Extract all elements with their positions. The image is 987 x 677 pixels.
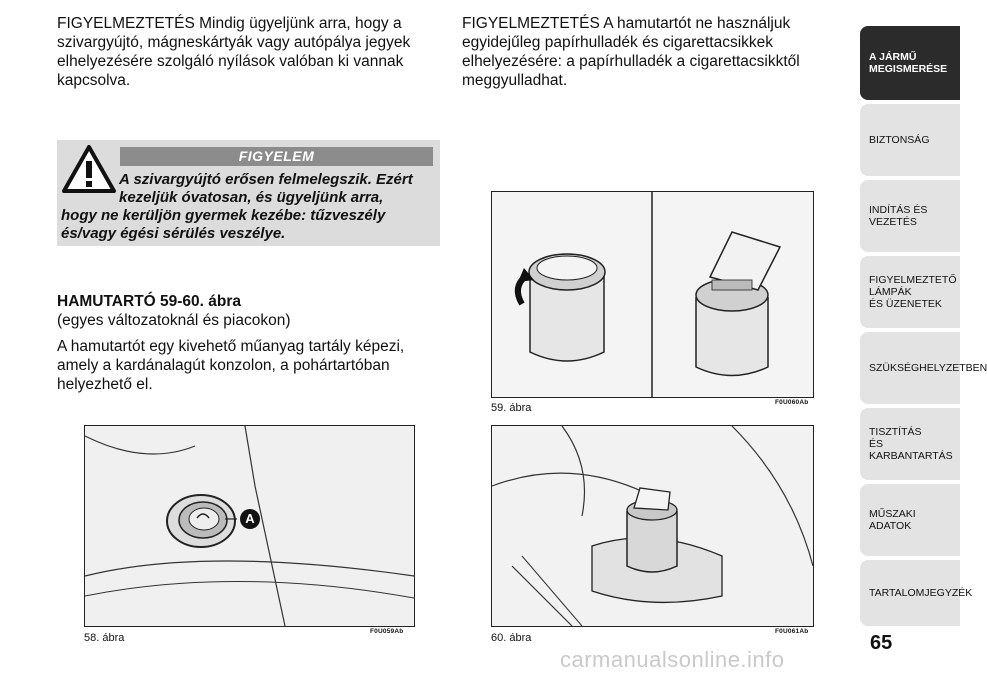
tab-muszaki-adatok[interactable] — [860, 484, 960, 556]
tab-inditas-es-vezetes[interactable] — [860, 180, 960, 252]
left-warning-text: FIGYELMEZTETÉS Mindig ügyeljünk arra, hogy a szivargyújtó, mágneskártyák vagy autópálya jegyek elhelyezésére szolgáló nyílások valóban ki vannak kapcsolva. — [57, 15, 411, 89]
caution-text-lead: A szivargyújtó erősen felmelegszik. Ezért kezeljük óvatosan, és ügyeljünk arra, — [119, 171, 413, 206]
right-warning-paragraph — [462, 14, 847, 96]
callout-a-label: A — [240, 509, 260, 529]
figure-60-code: F0U061Ab — [775, 628, 809, 635]
page-number: 65 — [870, 632, 893, 654]
tab-label-line: BIZTONSÁG — [869, 134, 930, 146]
caution-text — [61, 171, 433, 243]
tab-label-line: TARTALOMJEGYZÉK — [869, 587, 973, 599]
figure-58-code: F0U059Ab — [370, 628, 404, 635]
tab-label-line: TISZTÍTÁS — [869, 426, 922, 438]
tab-tisztitas-es-karbantartas[interactable] — [860, 408, 960, 480]
figure-60-image — [491, 425, 814, 627]
ashtray-in-cupholder-illustration — [492, 426, 813, 626]
tab-label-line: MŰSZAKI ADATOK — [869, 508, 916, 532]
tab-a-jarmu-megismerese[interactable] — [860, 26, 960, 100]
tab-label-line: FIGYELMEZTETŐ — [869, 274, 957, 286]
tab-biztonsag[interactable] — [860, 104, 960, 176]
caution-box — [57, 140, 440, 246]
figure-59-image — [491, 191, 814, 398]
tab-label-line: LÁMPÁK — [869, 286, 912, 298]
watermark: carmanualsonline.info — [560, 647, 785, 672]
caution-header: FIGYELEM — [120, 147, 433, 166]
tab-label-line: INDÍTÁS ÉS VEZETÉS — [869, 204, 928, 228]
figure-58-caption: 58. ábra — [84, 632, 125, 644]
caution-text-rest: hogy ne kerüljön gyermek kezébe: tűzveszély és/vagy égési sérülés veszélye. — [61, 207, 386, 242]
section-subtitle: (egyes változatoknál és piacokon) — [57, 312, 291, 329]
left-warning-paragraph — [57, 14, 442, 96]
figure-58-image — [84, 425, 415, 627]
figure-59-caption: 59. ábra — [491, 402, 532, 414]
section-body: A hamutartót egy kivehető műanyag tartály képezi, amely a kardánalagút konzolon, a pohártartóban helyezhető el. — [57, 338, 405, 393]
figure-60-caption: 60. ábra — [491, 632, 532, 644]
tab-tartalomjegyzek[interactable] — [860, 560, 973, 626]
tab-figyelmezteto-lampak[interactable] — [860, 256, 960, 328]
tab-label-line: ÉS ÜZENETEK — [869, 298, 942, 310]
chapter-tab-nav — [860, 26, 987, 626]
tab-label-line: A JÁRMŰ — [869, 51, 917, 63]
tab-label-line: MEGISMERÉSE — [869, 63, 948, 75]
tab-label-line: ÉS KARBANTARTÁS — [869, 438, 953, 462]
tab-szukseghelyzetben[interactable] — [860, 332, 987, 404]
right-warning-text: FIGYELMEZTETÉS A hamutartót ne használjuk egyidejűleg papírhulladék és cigarettacsikkek elhelyezésére: a papírhulladék a cigarettacsikktől meggyulladhat. — [462, 15, 800, 89]
tab-label-line: SZÜKSÉGHELYZETBEN — [869, 362, 987, 374]
section-title: HAMUTARTÓ 59-60. ábra — [57, 293, 242, 310]
figure-59-code: F0U060Ab — [775, 399, 809, 406]
ashtray-section — [57, 292, 437, 394]
ashtray-open-close-illustration — [492, 192, 813, 397]
